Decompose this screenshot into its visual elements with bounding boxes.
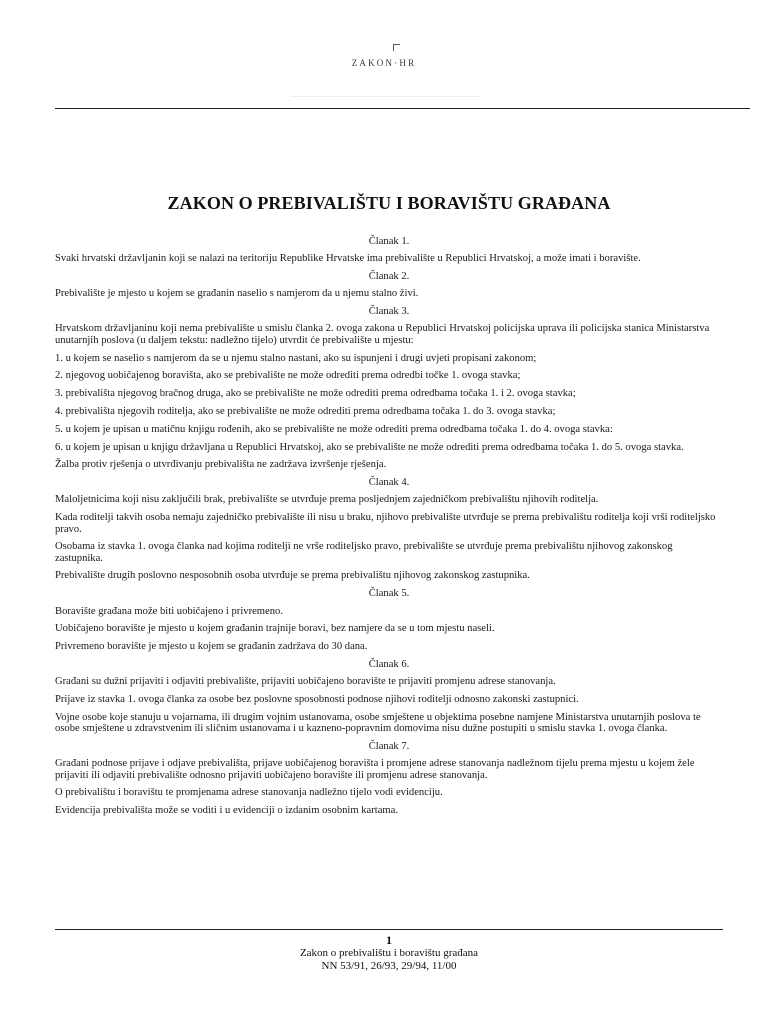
paragraph: Privremeno boravište je mjesto u kojem se građanin zadržava do 30 dana. [55, 641, 368, 653]
paragraph: Prijave iz stavka 1. ovoga članka za osobe bez poslovne sposobnosti podnose njihovi roditelji odnosno zakonski zastupnici. [55, 694, 579, 706]
brand-logo-text: ZAKON·HR [351, 58, 417, 68]
brand-mark-icon [393, 44, 400, 51]
paragraph: Hrvatskom državljaninu koji nema prebivalište u smislu članka 2. ovoga zakona u Republici Hrvatskoj policijska uprava ili policijska stanica Ministarstva unutarnjih poslova (u daljem tekstu: nadležno tijelo) utvrdit će prebivalište u mjestu: [55, 323, 710, 346]
paragraph: Boravište građana može biti uobičajeno i privremeno. [55, 605, 283, 617]
paragraph: Osobama iz stavka 1. ovoga članka nad kojima roditelji ne vrše roditeljsko pravo, prebivalište se utvrđuje prema prebivalištu njihovog zakonskog zastupnika. [55, 541, 673, 564]
paragraph: Kada roditelji takvih osoba nemaju zajedničko prebivalište ili nisu u braku, njihovo prebivalište utvrđuje se prema prebivalištu roditelja koji vrši roditeljsko pravo. [55, 512, 716, 535]
article-heading: Članak 7. [368, 740, 410, 752]
article-heading: Članak 4. [368, 477, 410, 489]
paragraph: Žalba protiv rješenja o utvrđivanju prebivališta ne zadržava izvršenje rješenja. [55, 459, 387, 471]
header-rule [55, 108, 750, 109]
footer-law-title: Zakon o prebivalištu i boravištu građana [299, 947, 479, 959]
paragraph: Maloljetnicima koji nisu zaključili brak, prebivalište se utvrđuje prema posljednjem zajedničkom prebivalištu njihovih roditelja. [55, 494, 599, 506]
paragraph: Prebivalište je mjesto u kojem se građanin naselio s namjerom da u njemu stalno živi. [55, 288, 419, 300]
paragraph: 3. prebivališta njegovog bračnog druga, ako se prebivalište ne može odrediti prema odredbama točaka 1. i 2. ovoga stavka; [55, 388, 576, 400]
page-number: 1 [386, 933, 392, 947]
paragraph: Prebivalište drugih poslovno nesposobnih osoba utvrđuje se prema prebivalištu njihovog zakonskog zastupnika. [55, 570, 530, 582]
paragraph: Građani su dužni prijaviti i odjaviti prebivalište, prijaviti uobičajeno boravište te prijaviti promjenu adrese stanovanja. [55, 676, 556, 688]
paragraph: 5. u kojem je upisan u matičnu knjigu rođenih, ako se prebivalište ne može odrediti prema odredbama točaka 1. do 4. ovoga stavka: [55, 423, 613, 435]
paragraph: 4. prebivališta njegovih roditelja, ako se prebivalište ne može odrediti prema odredbama točaka 1. do 3. ovoga stavka; [55, 405, 556, 417]
article-heading: Članak 1. [368, 236, 410, 247]
paragraph: 2. njegovog uobičajenog boravišta, ako se prebivalište ne može odrediti prema odredbi točke 1. ovoga stavka; [55, 370, 521, 382]
paragraph: 1. u kojem se naselio s namjerom da se u njemu stalno nastani, ako su ispunjeni i drugi uvjeti propisani zakonom; [55, 352, 537, 364]
article-heading: Članak 3. [368, 306, 410, 318]
article-heading: Članak 6. [368, 658, 410, 670]
paragraph: Evidencija prebivališta može se voditi i u evidenciji o izdanim osobnim kartama. [55, 805, 399, 817]
page-footer [55, 933, 723, 972]
document-title: ZAKON O PREBIVALIŠTU I BORAVIŠTU GRAĐANA [167, 193, 611, 213]
paragraph: Uobičajeno boravište je mjesto u kojem građanin trajnije boravi, bez namjere da se u tom mjestu naseli. [55, 623, 495, 635]
footer-gazette-refs: NN 53/91, 26/93, 29/94, 11/00 [321, 959, 457, 972]
article-heading: Članak 5. [368, 588, 410, 600]
document-body [55, 236, 723, 823]
paragraph: 6. u kojem je upisan u knjigu državljana u Republici Hrvatskoj, ako se prebivalište ne može odrediti prema odredbama točaka 1. do 5. ovoga stavka. [55, 441, 684, 453]
brand-divider [290, 96, 480, 97]
footer-rule [55, 929, 723, 930]
paragraph: O prebivalištu i boravištu te promjenama adrese stanovanja nadležno tijelo vodi evidenciju. [55, 787, 443, 799]
paragraph: Građani podnose prijave i odjave prebivališta, prijave uobičajenog boravišta i promjene adrese stanovanja nadležnom tijelu prema mjestu u kojem žele prijaviti ili odjaviti prebivalište odnosno prijaviti uobičajeno boravište ili promjenu adrese stanovanja. [55, 758, 695, 781]
article-heading: Članak 2. [368, 271, 410, 283]
paragraph: Vojne osobe koje stanuju u vojarnama, ili drugim vojnim ustanovama, osobe smještene u objektima posebne namjene Ministarstva unutarnjih poslova te osobe smještene u zdravstvenim ili sličnim ustanovama i u kazneno-popravnim domovima nisu dužne postupiti u smislu stavka 1. ovoga članka. [55, 711, 701, 735]
paragraph: Svaki hrvatski državljanin koji se nalazi na teritoriju Republike Hrvatske ima prebivalište u Republici Hrvatskoj, a može imati i boravište. [55, 253, 641, 265]
